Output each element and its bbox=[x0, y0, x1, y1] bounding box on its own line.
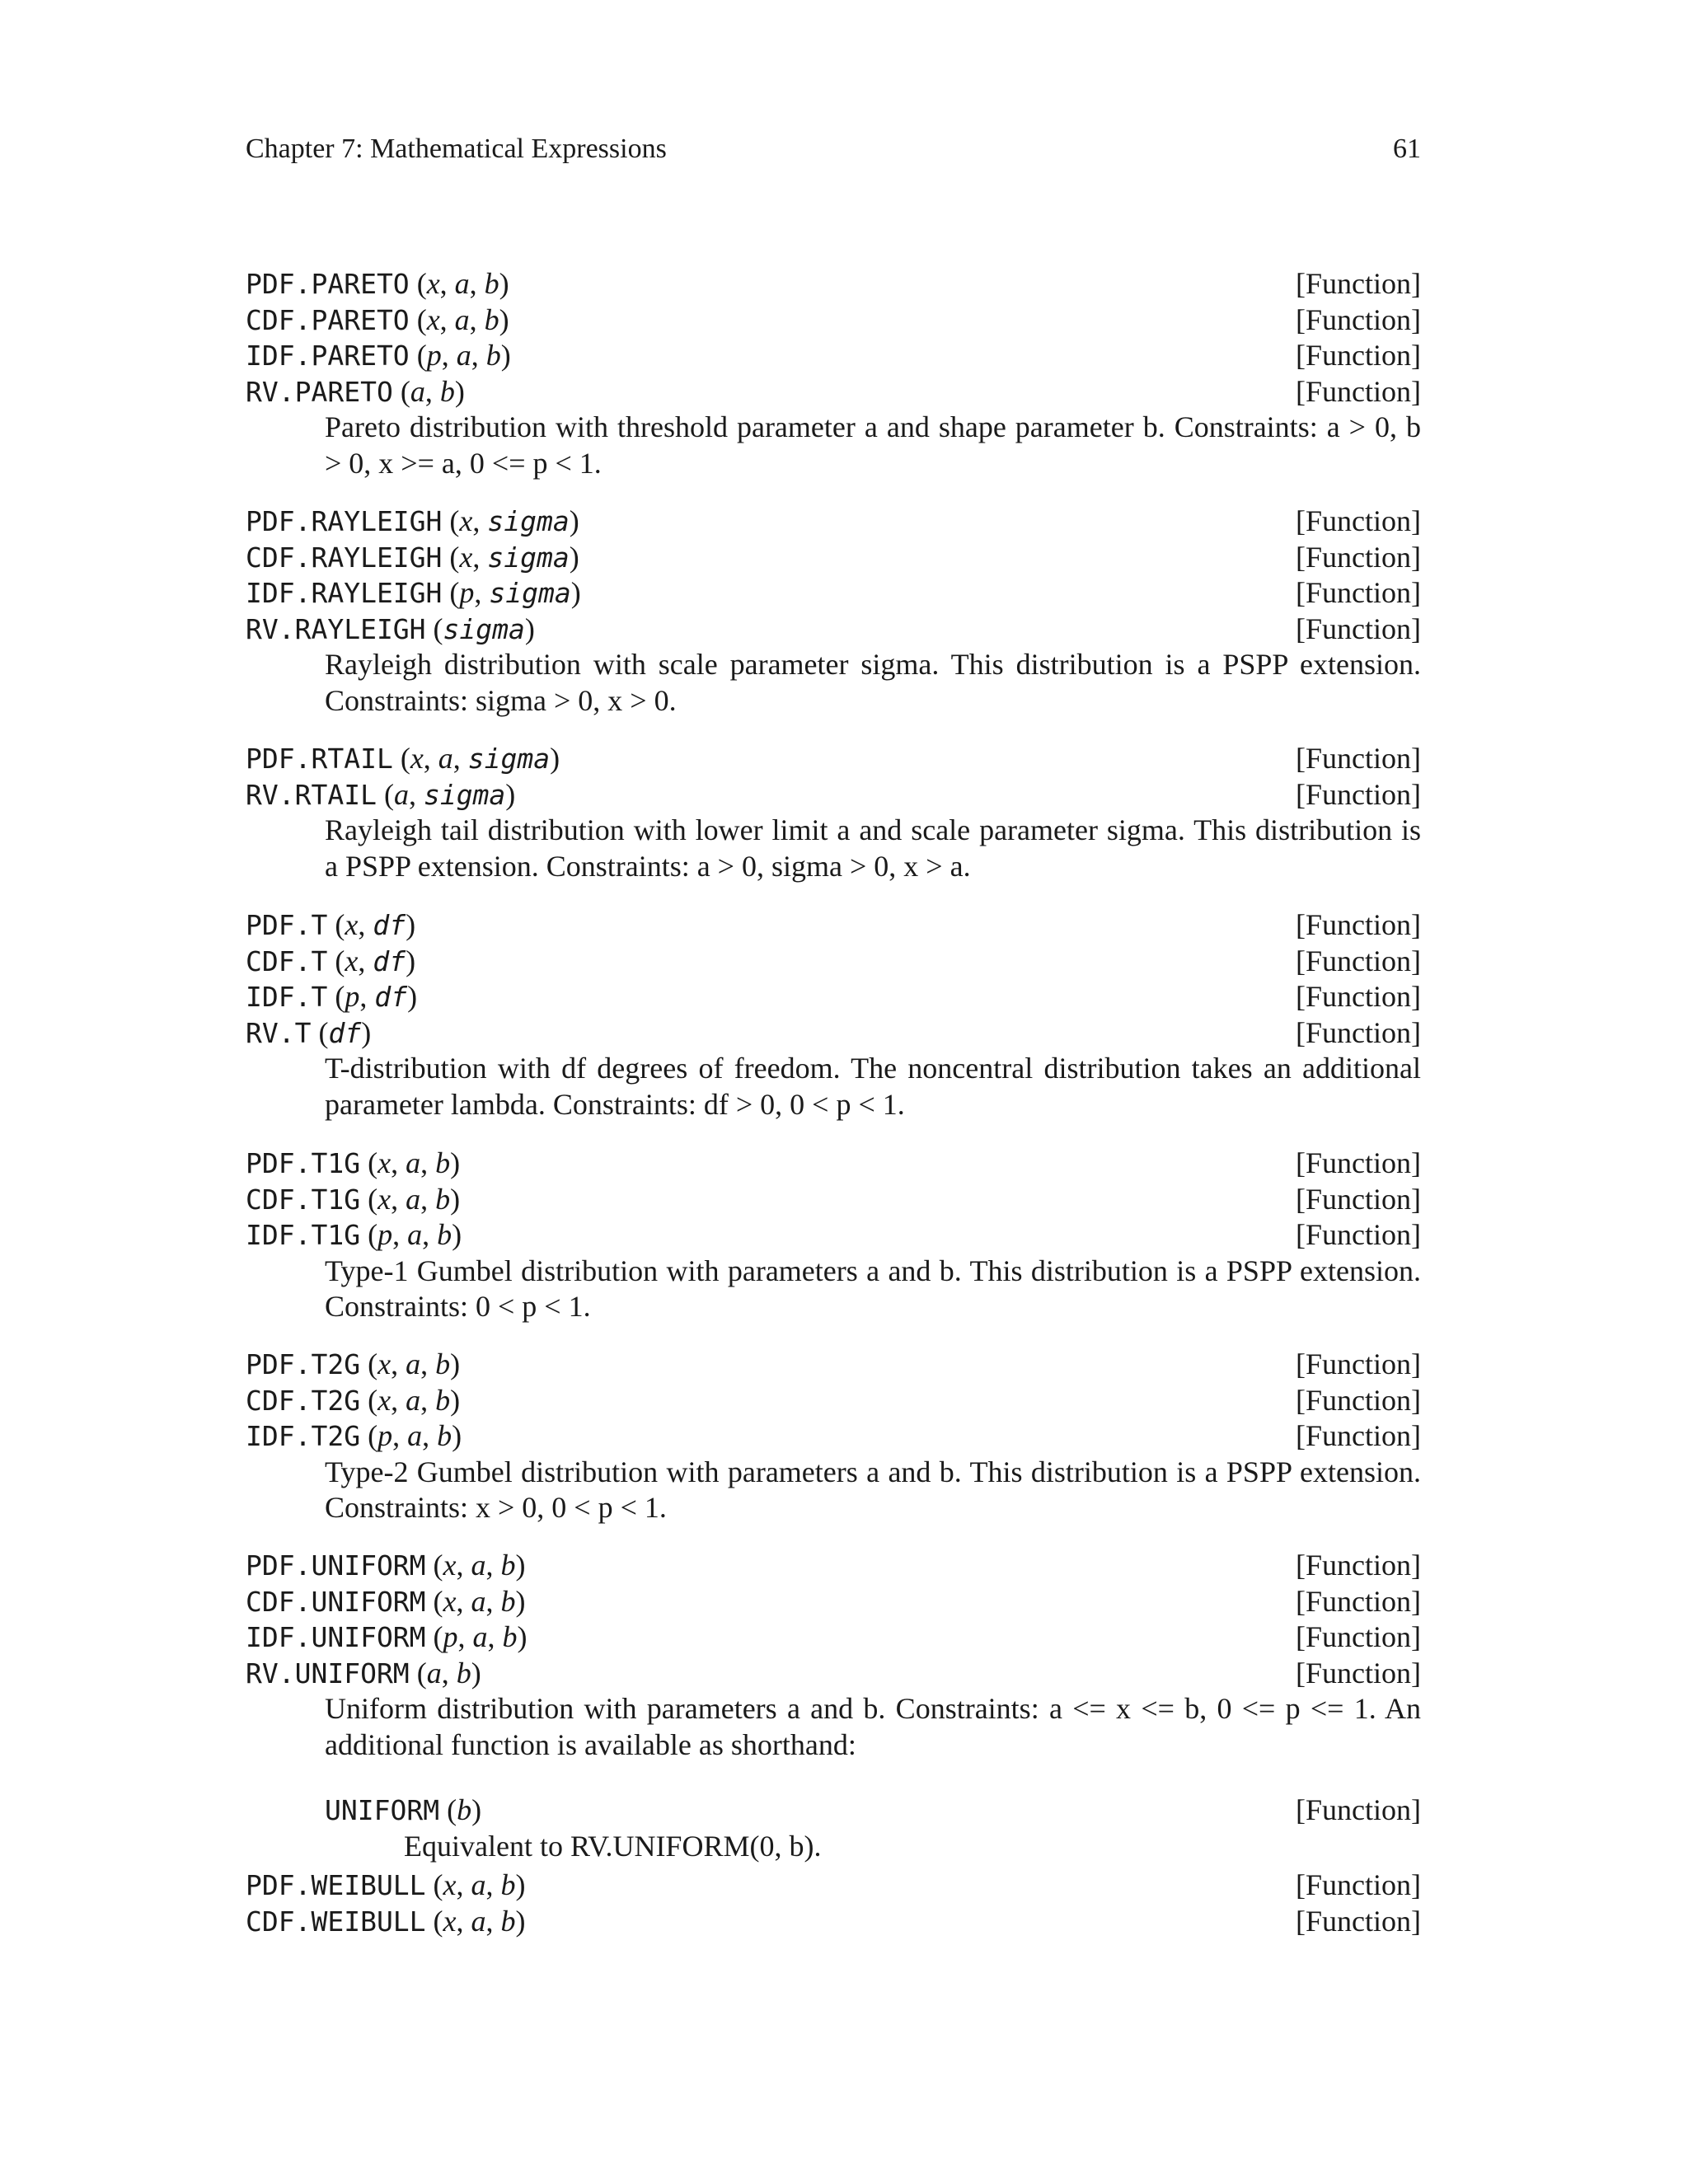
function-description: Type-2 Gumbel distribution with parameters a and b. This distribution is a PSPP extension. Constraints: x > 0, 0 < p < 1. bbox=[325, 1455, 1421, 1524]
function-tag: [Function] bbox=[1296, 1146, 1421, 1179]
function-args: (x, a, b) bbox=[360, 1347, 461, 1380]
function-signature bbox=[246, 1015, 1421, 1052]
function-args: (p, a, b) bbox=[409, 339, 511, 372]
function-signature bbox=[246, 1383, 1421, 1419]
function-signature bbox=[246, 944, 1421, 980]
function-signature bbox=[246, 907, 1421, 944]
function-tag: [Function] bbox=[1296, 1656, 1421, 1690]
function-args: (p, a, b) bbox=[360, 1419, 462, 1452]
function-name: PDF.WEIBULL bbox=[246, 1869, 426, 1901]
function-signature bbox=[246, 338, 1421, 374]
function-description: Pareto distribution with threshold parameter a and shape parameter b. Constraints: a > 0, b > 0, x >= a, 0 <= p < 1. bbox=[325, 410, 1421, 480]
function-signature bbox=[246, 1584, 1421, 1620]
function-args: (x, df) bbox=[327, 908, 416, 941]
function-entry bbox=[246, 266, 1421, 481]
function-name: CDF.PARETO bbox=[246, 303, 410, 336]
function-args: (a, b) bbox=[409, 1656, 481, 1690]
function-tag: [Function] bbox=[1296, 1868, 1421, 1901]
function-args: (x, a, b) bbox=[360, 1182, 461, 1216]
function-args: (x, a, b) bbox=[409, 267, 509, 300]
function-args: (x, df) bbox=[327, 944, 416, 977]
function-signature bbox=[246, 575, 1421, 612]
function-signature bbox=[246, 1418, 1421, 1455]
function-name: CDF.WEIBULL bbox=[246, 1905, 426, 1938]
function-tag: [Function] bbox=[1296, 339, 1421, 372]
function-name: RV.PARETO bbox=[246, 375, 393, 408]
function-tag: [Function] bbox=[1296, 1383, 1421, 1417]
function-name: PDF.PARETO bbox=[246, 268, 410, 300]
function-signature bbox=[325, 1793, 1421, 1829]
function-args: (x, a, b) bbox=[425, 1868, 526, 1901]
function-entry bbox=[246, 1868, 1421, 1939]
function-tag: [Function] bbox=[1296, 302, 1421, 336]
function-tag: [Function] bbox=[1296, 1584, 1421, 1618]
function-args: (a, b) bbox=[392, 374, 465, 408]
function-tag: [Function] bbox=[1296, 1419, 1421, 1452]
function-tag: [Function] bbox=[1296, 1218, 1421, 1251]
function-name: CDF.T2G bbox=[246, 1384, 361, 1417]
function-description: Equivalent to RV.UNIFORM(0, b). bbox=[404, 1829, 822, 1863]
function-signature bbox=[246, 612, 1421, 648]
function-name: PDF.T bbox=[246, 909, 328, 941]
function-signature bbox=[246, 1182, 1421, 1218]
function-signature bbox=[246, 504, 1421, 540]
function-name: IDF.T bbox=[246, 981, 328, 1013]
function-tag: [Function] bbox=[1296, 576, 1421, 609]
chapter-title: Chapter 7: Mathematical Expressions bbox=[246, 134, 667, 164]
function-tag: [Function] bbox=[1296, 1347, 1421, 1380]
function-args: (a, sigma) bbox=[376, 777, 516, 811]
function-description: Type-1 Gumbel distribution with parameters a and b. This distribution is a PSPP extension. Constraints: 0 < p < 1. bbox=[325, 1254, 1421, 1323]
function-name: IDF.T2G bbox=[246, 1420, 361, 1452]
function-args: (x, sigma) bbox=[442, 540, 579, 574]
function-args: (sigma) bbox=[425, 612, 535, 645]
function-signature bbox=[246, 1868, 1421, 1904]
function-tag: [Function] bbox=[1296, 612, 1421, 645]
function-name: PDF.T1G bbox=[246, 1147, 361, 1179]
function-signature bbox=[246, 1347, 1421, 1383]
function-name: IDF.T1G bbox=[246, 1219, 361, 1251]
function-tag: [Function] bbox=[1296, 908, 1421, 941]
function-name: RV.RAYLEIGH bbox=[246, 612, 426, 645]
function-args: (p, a, b) bbox=[360, 1218, 462, 1251]
function-args: (x, a, b) bbox=[425, 1904, 526, 1938]
function-signature bbox=[246, 1619, 1421, 1656]
function-entry bbox=[246, 1146, 1421, 1325]
function-tag: [Function] bbox=[1296, 374, 1421, 408]
function-name: IDF.RAYLEIGH bbox=[246, 577, 443, 609]
function-signature bbox=[246, 1217, 1421, 1254]
page-number: 61 bbox=[1393, 134, 1421, 164]
function-args: (x, a, sigma) bbox=[392, 742, 560, 775]
function-name: RV.UNIFORM bbox=[246, 1657, 410, 1690]
function-entry bbox=[246, 1347, 1421, 1526]
function-entry bbox=[246, 741, 1421, 884]
function-signature bbox=[246, 777, 1421, 813]
function-tag: [Function] bbox=[1296, 944, 1421, 977]
function-name: CDF.T bbox=[246, 944, 328, 977]
function-args: (p, df) bbox=[327, 980, 418, 1013]
function-signature bbox=[246, 540, 1421, 576]
function-args: (df) bbox=[311, 1015, 372, 1049]
function-tag: [Function] bbox=[1296, 1549, 1421, 1582]
function-signature bbox=[246, 979, 1421, 1015]
function-name: PDF.RTAIL bbox=[246, 743, 393, 775]
function-entry bbox=[246, 504, 1421, 719]
function-args: (x, a, b) bbox=[425, 1549, 526, 1582]
function-name: IDF.UNIFORM bbox=[246, 1621, 426, 1653]
page-header bbox=[246, 126, 1421, 172]
function-signature bbox=[246, 374, 1421, 410]
function-name: CDF.UNIFORM bbox=[246, 1585, 426, 1618]
function-name: CDF.RAYLEIGH bbox=[246, 541, 443, 574]
function-tag: [Function] bbox=[1296, 267, 1421, 300]
function-args: (p, a, b) bbox=[425, 1620, 528, 1653]
function-signature bbox=[246, 1904, 1421, 1940]
function-description: T-distribution with df degrees of freedom. The noncentral distribution takes an additional parameter lambda. Constraints: df > 0, 0 < p < 1. bbox=[325, 1052, 1421, 1121]
function-entry bbox=[246, 1548, 1421, 1864]
function-signature bbox=[246, 266, 1421, 302]
function-args: (x, a, b) bbox=[360, 1383, 461, 1417]
function-tag: [Function] bbox=[1296, 777, 1421, 811]
function-name: PDF.RAYLEIGH bbox=[246, 505, 443, 537]
function-tag: [Function] bbox=[1296, 540, 1421, 574]
sub-function-entry bbox=[325, 1793, 1421, 1864]
function-tag: [Function] bbox=[1296, 742, 1421, 775]
function-tag: [Function] bbox=[1296, 980, 1421, 1013]
function-description: Rayleigh distribution with scale parameter sigma. This distribution is a PSPP extension. Constraints: sigma > 0, x > 0. bbox=[325, 648, 1421, 717]
function-entry bbox=[246, 907, 1421, 1122]
function-args: (x, a, b) bbox=[425, 1584, 526, 1618]
function-tag: [Function] bbox=[1296, 504, 1421, 537]
function-signature bbox=[246, 1146, 1421, 1182]
function-signature bbox=[246, 741, 1421, 777]
function-name: UNIFORM bbox=[325, 1794, 440, 1826]
function-tag: [Function] bbox=[1296, 1904, 1421, 1938]
function-name: PDF.T2G bbox=[246, 1348, 361, 1380]
function-args: (b) bbox=[439, 1793, 482, 1826]
function-args: (x, a, b) bbox=[360, 1146, 461, 1179]
function-tag: [Function] bbox=[1296, 1182, 1421, 1216]
function-name: RV.T bbox=[246, 1016, 312, 1049]
function-description: Rayleigh tail distribution with lower limit a and scale parameter sigma. This distribution is a PSPP extension. Constraints: a > 0, sigma > 0, x > a. bbox=[325, 813, 1421, 883]
function-signature bbox=[246, 302, 1421, 339]
function-args: (p, sigma) bbox=[442, 576, 581, 609]
function-args: (x, a, b) bbox=[409, 302, 509, 336]
function-signature bbox=[246, 1656, 1421, 1692]
function-args: (x, sigma) bbox=[442, 504, 579, 537]
function-tag: [Function] bbox=[1296, 1620, 1421, 1653]
function-tag: [Function] bbox=[1296, 1015, 1421, 1049]
function-tag: [Function] bbox=[1296, 1793, 1421, 1826]
function-name: RV.RTAIL bbox=[246, 778, 377, 811]
function-name: IDF.PARETO bbox=[246, 340, 410, 372]
function-name: CDF.T1G bbox=[246, 1183, 361, 1216]
function-signature bbox=[246, 1548, 1421, 1584]
function-description: Uniform distribution with parameters a and b. Constraints: a <= x <= b, 0 <= p <= 1. An additional function is available as shorthand: bbox=[325, 1692, 1421, 1761]
function-name: PDF.UNIFORM bbox=[246, 1549, 426, 1582]
